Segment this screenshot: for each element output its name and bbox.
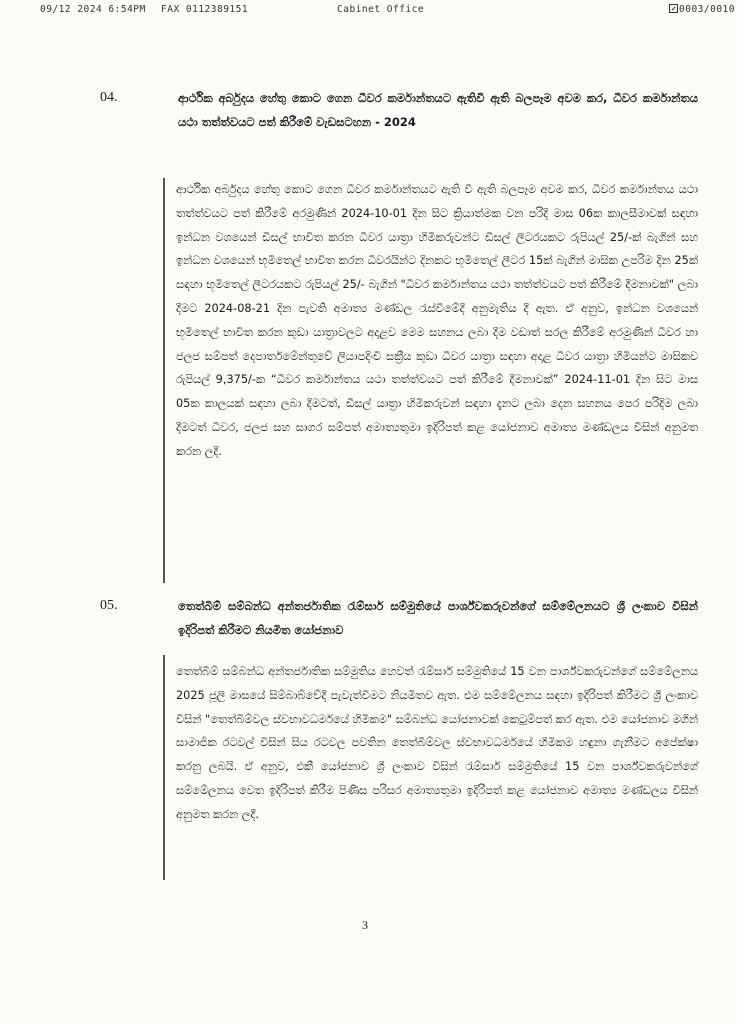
item-title: ආර්ථික අර්බුදය හේතු කොට ගෙන ධීවර කර්මාන්තයට ඇතිවී ඇති බලපෑම අවම කර, ධීවර කර්මාන්තය යථා තත්ත්වයට පත් කිරීමේ වැඩසටහන - 2024 [178, 91, 698, 129]
fax-office: Cabinet Office [337, 4, 425, 15]
item-body: ආර්ථික අර්බුදය හේතු කොට ගෙන ධීවර කර්මාන්තයට ඇති වී ඇති බලපෑම අවම කර, ධීවර කර්මාන්තය යථා තත්ත්වයට පත් කිරීමේ අරමුණින් 2024-10-01 දින සිට ක්‍රියාත්මක වන පරිදි මාස 06ක කාලසීමාවක් සඳහා ඉන්ධන වශයෙන් ඩීසල් භාවිත කරන ධීවර යාත්‍රා හිමිකරුවන්ට ඩීසල් ලීටරයකට රුපියල් 25/-ක් බැගින් සහ ඉන්ධන වශයෙන් භූමිතෙල් භාවිත කරන ධීවරයින්ට දිනකට භූමිතෙල් ලීටර 15ක් බැගින් මාසික උපරිම දින 25ක් සඳහා භූමිතෙල් ලීටරයකට රුපියල් 25/- බැගින් "ධීවර කර්මාන්තය යථා තත්ත්වයට පත් කිරීමේ දීමනාවක්" ලබා දීමට 2024-08-21 දින පැවති අමාත්‍ය මණ්ඩල රැස්වීමේදී අනුමැතිය දී ඇත. ඒ අනුව, ඉන්ධන වශයෙන් භූමිතෙල් භාවිත කරන කුඩා යාත්‍රාවලට අදාළව මෙම සහනය ලබා දීම වඩාත් සරල කිරීමේ අරමුණින් ධීවර හා ජලජ සම්පත් දෙපාර්තමේන්තුවේ ලියාපදිංචි සක්‍රීය කුඩා ධීවර යාත්‍රා සඳහා අදාළ ධීවර යාත්‍රා හිමියන්ට මාසිකව රුපියල් 9,375/-ක “ධීවර කර්මාන්තය යථා තත්ත්වයට පත් කිරීමේ දීමනාවක්” 2024-11-01 දින සිට මාස 05ක කාලයක් සඳහා ලබා දීමටත්, ඩීසල් යාත්‍රා හිමිකරුවන් සඳහා දැනට ලබා දෙන සහනය පෙර පරිදිම ලබා දීමටත් ධීවර, ජලජ සහ සාගර සම්පත් අමාත්‍යතුමා ඉදිරිපත් කළ යෝජනාව අමාත්‍ය මණ්ඩලය විසින් අනුමත කරන ලදී. [176, 183, 698, 458]
fax-page-indicator [669, 4, 735, 15]
fax-page-count: 0003/0010 [679, 4, 735, 15]
fax-datetime: 09/12 2024 6:54PM [40, 4, 146, 15]
item-title: තෙත්බිම් සම්බන්ධ අන්තර්ජාතික රැම්සාර් සම්මුතියේ පාර්ශ්වකරුවන්ගේ සම්මේලනයට ශ්‍රී ලංකාව විසින් ඉදිරිපත් කිරීමට නියමිත යෝජනාව [178, 599, 698, 637]
item-number: 04. [100, 90, 118, 105]
checkbox-icon [669, 4, 678, 13]
margin-bar [163, 655, 165, 880]
margin-bar [163, 178, 165, 583]
fax-number: FAX 0112389151 [161, 4, 249, 15]
page-number: 3 [362, 918, 368, 932]
item-number: 05. [100, 598, 118, 613]
item-body: තෙත්බිම් සම්බන්ධ අන්තර්ජාතික සම්මුතිය හෙවත් රැම්සාර් සම්මුතියේ 15 වන පාර්ශ්වකරුවන්ගේ සම්මේලනය 2025 ජූලි මාසයේ සිම්බාබ්වේදී පැවැත්වීමට නියමිතව ඇත. එම සම්මේලනය සඳහා ඉදිරිපත් කිරීමට ශ්‍රී ලංකාව විසින් "තෙත්බිම්වල ස්වභාවධර්මයේ හිමිකම" සම්බන්ධ යෝජනාවක් කෙටුම්පත් කර ඇත. එම යෝජනාව මගින් සාමාජික රටවල් විසින් සිය රටවල පවතින තෙත්බිම්වල ස්වභාවධර්මයේ හිමිකම හඳුනා ගැනීමට අපේක්ෂා කරනු ලබයි. ඒ අනුව, එකී යෝජනාව ශ්‍රී ලංකාව විසින් රැම්සාර් සම්මුතියේ 15 වන පාර්ශ්වකරුවන්ගේ සම්මේලනය වෙත ඉදිරිපත් කිරීම පිණිස පරිසර අමාත්‍යතුමා ඉදිරිපත් කළ යෝජනාව අමාත්‍ය මණ්ඩලය විසින් අනුමත කරන ලදී. [176, 665, 698, 821]
